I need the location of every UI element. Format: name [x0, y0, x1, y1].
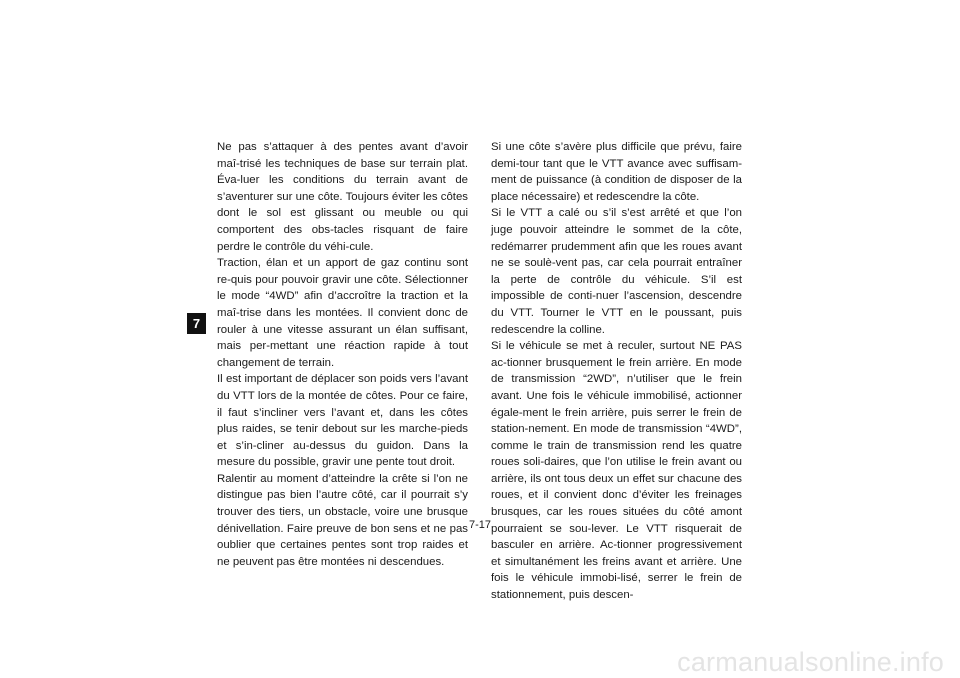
- paragraph-stalled-vehicle: Si le VTT a calé ou s’il s’est arrêté et que l’on juge pouvoir atteindre le sommet de la côte, redémarrer prudemment afin que les roues avant ne se soulè-vent pas, car cela pourrait entraîner la perte de contrôle du véhicule. S’il est impossible de conti-nuer l’ascension, descendre du VTT. Tourner le VTT en le poussant, puis redescendre la colline.: [491, 207, 742, 336]
- watermark: carmanualsonline.info: [677, 647, 944, 677]
- paragraph-rolling-back: Si le véhicule se met à reculer, surtout NE PAS ac-tionner brusquement le frein arrière. En mode de transmission “2WD”, n’utiliser que le frein avant. Une fois le véhicule immobilisé, actionner égale-ment le frein arrière, puis serrer le frein de station-nement. En mode de transmission “4WD”, comme le train de transmission rend les quatre roues soli-daires, que l’on utilise le frein avant ou arrière, ils ont tous deux un effet sur chacune des roues, et il convient donc d’éviter les freinages brusques, car les roues situées du côté amont pourraient se sou-lever. Le VTT risquerait de basculer en arrière. Ac-tionner progressivement et simultanément les freins avant et arrière. Une fois le véhicule immobi-lisé, serrer le frein de stationnement, puis descen-: [491, 340, 742, 602]
- left-text-column: [217, 139, 468, 570]
- paragraph-turn-around: Si une côte s’avère plus difficile que prévu, faire demi-tour tant que le VTT avance avec suffisam-ment de puissance (à condition de disposer de la place nécessaire) et redescendre la côte.: [491, 141, 742, 203]
- right-text-column: [491, 139, 742, 604]
- page-number: 7-17: [468, 519, 492, 531]
- paragraph-traction-momentum: Traction, élan et un apport de gaz continu sont re-quis pour pouvoir gravir une côte. Sélectionner le mode “4WD” afin d’accroître la traction et la maî-trise dans les montées. Il convient donc de rouler à une vitesse assurant un élan suffisant, mais per-mettant une réaction rapide à tout changement de terrain.: [217, 257, 468, 369]
- paragraph-weight-shift: Il est important de déplacer son poids vers l’avant du VTT lors de la montée de côtes. Pour ce faire, il faut s’incliner vers l’avant et, dans les côtes plus raides, se tenir debout sur les marche-pieds et s’in-cliner au-dessus du guidon. Dans la mesure du possible, gravir une pente tout droit.: [217, 373, 468, 469]
- chapter-tab: 7: [187, 313, 206, 334]
- paragraph-slope-preparation: Ne pas s’attaquer à des pentes avant d’avoir maî-trisé les techniques de base sur terrain plat. Éva-luer les conditions du terrain avant de s’aventurer sur une côte. Toujours éviter les côtes dont le sol est glissant ou meuble ou qui comportent des obs-tacles risquant de faire perdre le contrôle du véhi-cule.: [217, 141, 468, 253]
- paragraph-crest-caution: Ralentir au moment d’atteindre la crête si l’on ne distingue pas bien l’autre côté, car il pourrait s’y trouver des tiers, un obstacle, voire une brusque dénivellation. Faire preuve de bon sens et ne pas oublier que certaines pentes sont trop raides et ne peuvent pas être montées ni descendues.: [217, 472, 468, 568]
